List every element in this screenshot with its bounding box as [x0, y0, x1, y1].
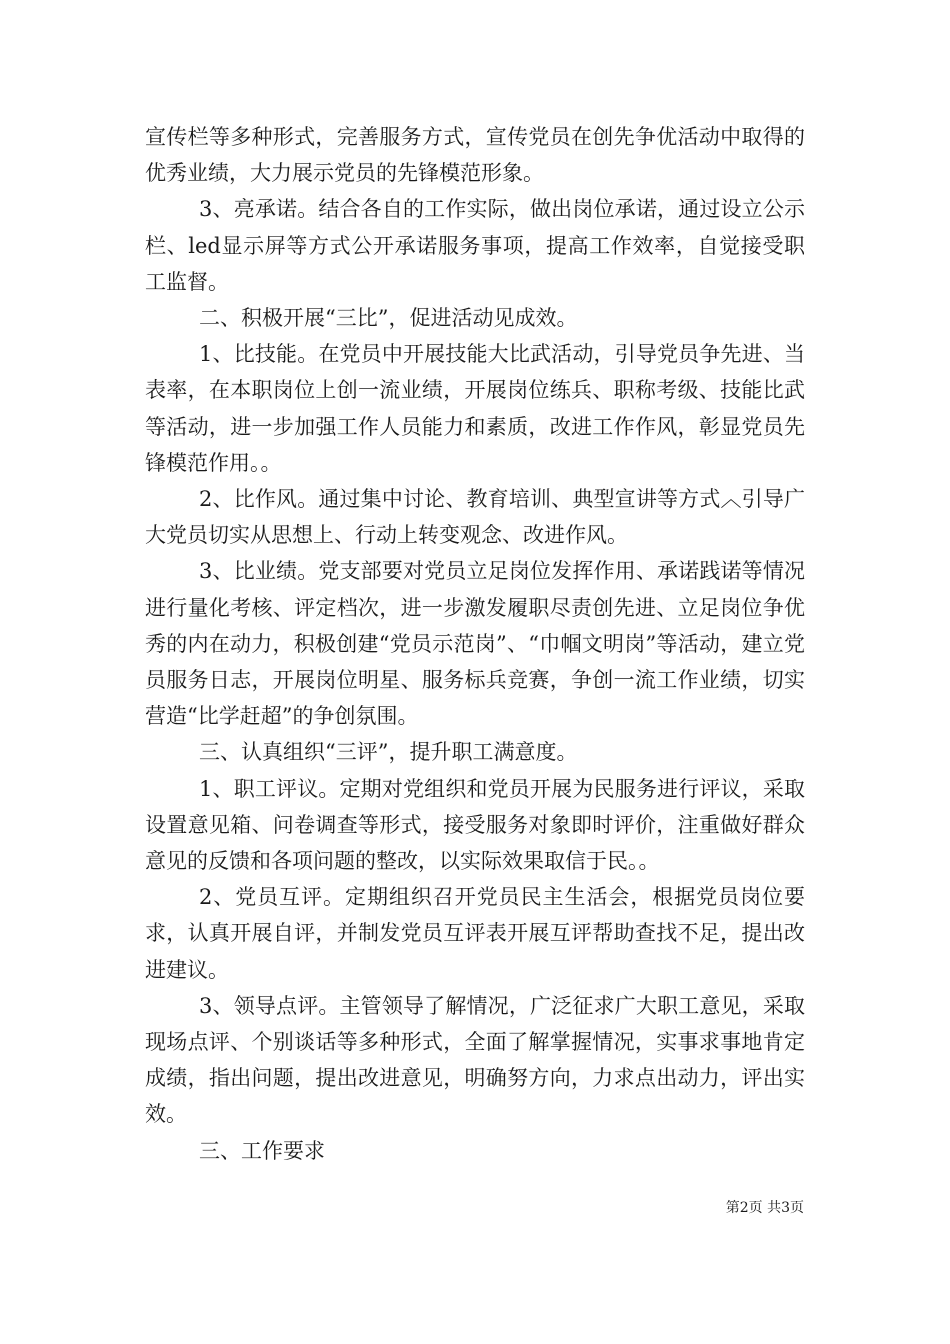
paragraph-9: 2、党员互评。定期组织召开党员民主生活会，根据党员岗位要求，认真开展自评，并制发党员互评表开展互评帮助查找不足，提出改进建议。	[145, 885, 805, 982]
paragraph-5: 2、比作风。通过集中讨论、教育培训、典型宣讲等方式︿引导广大党员切实从思想上、行动上转变观念、改进作风。	[145, 487, 805, 548]
section-heading-2: 二、积极开展“三比”，促进活动见成效。	[199, 306, 578, 331]
page-number-footer: 第2页 共3页	[725, 1200, 804, 1216]
section-heading-3: 三、认真组织“三评”，提升职工满意度。	[199, 740, 578, 765]
paragraph-1: 宣传栏等多种形式，完善服务方式，宣传党员在创先争优活动中取得的优秀业绩，大力展示党员的先锋模范形象。	[145, 125, 805, 186]
paragraph-8: 1、职工评议。定期对党组织和党员开展为民服务进行评议，采取设置意见箱、问卷调查等形式，接受服务对象即时评价，注重做好群众意见的反馈和各项问题的整改，以实际效果取信于民。。	[145, 776, 805, 874]
section-heading-work-requirements: 三、工作要求	[199, 1138, 325, 1163]
document-body	[145, 119, 805, 1169]
paragraph-2: 3、亮承诺。结合各自的工作实际，做出岗位承诺，通过设立公示栏、led显示屏等方式公开承诺服务事项，提高工作效率，自觉接受职工监督。	[145, 197, 805, 294]
paragraph-4: 1、比技能。在党员中开展技能大比武活动，引导党员争先进、当表率，在本职岗位上创一流业绩，开展岗位练兵、职称考级、技能比武等活动，进一步加强工作人员能力和素质，改进工作作风，彰显党员先锋模范作用。。	[145, 342, 805, 475]
paragraph-6: 3、比业绩。党支部要对党员立足岗位发挥作用、承诺践诺等情况进行量化考核、评定档次，进一步激发履职尽责创先进、立足岗位争优秀的内在动力，积极创建“党员示范岗”、“巾帼文明岗”等活动，建立党员服务日志，开展岗位明星、服务标兵竞赛，争创一流工作业绩，切实营造“比学赶超”的争创氛围。	[145, 559, 805, 729]
paragraph-10: 3、领导点评。主管领导了解情况，广泛征求广大职工意见，采取现场点评、个别谈话等多种形式，全面了解掌握情况，实事求事地肯定成绩，指出问题，提出改进意见，明确努方向，力求点出动力，评出实效。	[145, 993, 805, 1127]
